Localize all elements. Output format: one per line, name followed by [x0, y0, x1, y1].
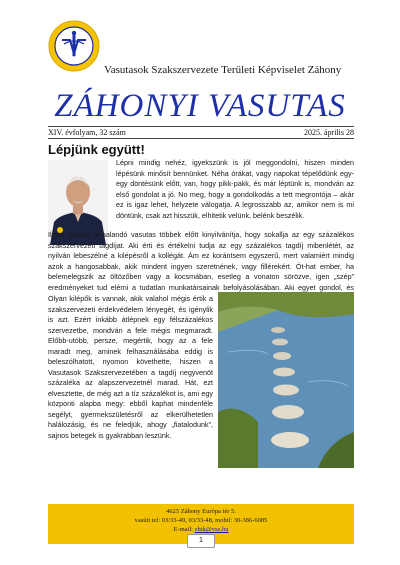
- article-paragraph-3-continued: [48, 460, 354, 496]
- union-emblem-icon: [48, 20, 100, 72]
- footer-email-link[interactable]: zhtk@vsz.hu: [194, 526, 229, 533]
- footer-address: 4625 Záhony Európa tér 5.: [166, 508, 236, 515]
- article-paragraph-2: Ilyen, amikor a halandó vasutas többek előtt kinyilvánítja, hogy sokallja az egy százalékos szakszervezeti tagdíjat. Aki érti és értékelni tudja az egy százalékos tagdíj mibenlétét, az nyilván lebeszélné a kilépésről a kollégát. Ám ez korántsem egyszerű, mert valamiért mindig azok a hangosabbak, akik mindent ingyen szeretnének, vagy fillérekért. Öt-hat ember, ha belemelegszik az öltözőben vagy a kocsmában, esetleg a vonaton sörözve, igen „szép” eredményeket tud elérni a tudatlan munkatársainak befolyásolásában. Aki egyet gondol, és: [48, 230, 354, 292]
- article-title: Lépjünk együtt!: [48, 142, 145, 157]
- footer-email-row: [48, 525, 354, 534]
- stepping-stones-photo: [218, 292, 354, 468]
- issue-number: XIV. évfolyam, 32 szám: [48, 128, 126, 137]
- org-name: Vasutasok Szakszervezete Területi Képviselet Záhony: [104, 64, 342, 76]
- footer-phones: vasúti tel: 03/33-49, 03/33-48, mobil: 30-386-6085: [134, 517, 268, 524]
- issue-date: 2025. április 28: [304, 128, 354, 137]
- issue-bar: [48, 126, 354, 139]
- article-paragraph-3: Olyan kilépők is vannak, akik valahol mégis értik a szakszervezeti érdekvédelem lényegét, és igénylik is azt. Ezért inkább átlépnek egy félszázalékos szervezetbe, mondván a fele mégis megmaradt. Előbb-utóbb, persze, megértik, hogy az a fele maradt meg, aminek felhasználásába eddig is beleszólhatott, nyomon követhette, hiszen a Vasutasok Szakszervezetében a tagdíj negyvenöt százaléka az alapszervezetnél marad. Hát, ezt elvesztette, de még azt a tíz százalékot is, ami egy központi alapba megy: ebből kaphat mindenféle segélyt, gyermekszületésről az elkerülhetetlen halálozásig, és ne feledjük, ahogy „fiatalodunk”, sajnos betegek is gyakrabban leszünk.: [48, 294, 213, 440]
- footer-email-label: E-mail:: [173, 526, 193, 533]
- page-number: 1: [187, 534, 215, 548]
- masthead-title: ZÁHONYI VASUTAS: [54, 88, 346, 124]
- article-paragraph-1: Lépni mindig nehéz, igyekszünk is jól meggondolni, hiszen minden lépésünk minősít bennünket. Néha órákat, vagy napokat tépelődünk egy-egy döntésünk előtt, van, hogy pikk-pakk, és már léptünk is, mondván az első gondolat a jó. No meg, hogy a gondolkodás a tett megrontója – akár ez is igaz lehet, helyzete válogatja. A legrosszabb az, amikor nem is mi döntünk, csak azt hisszük, elhitetik velünk, belénk beszélik.: [116, 158, 354, 220]
